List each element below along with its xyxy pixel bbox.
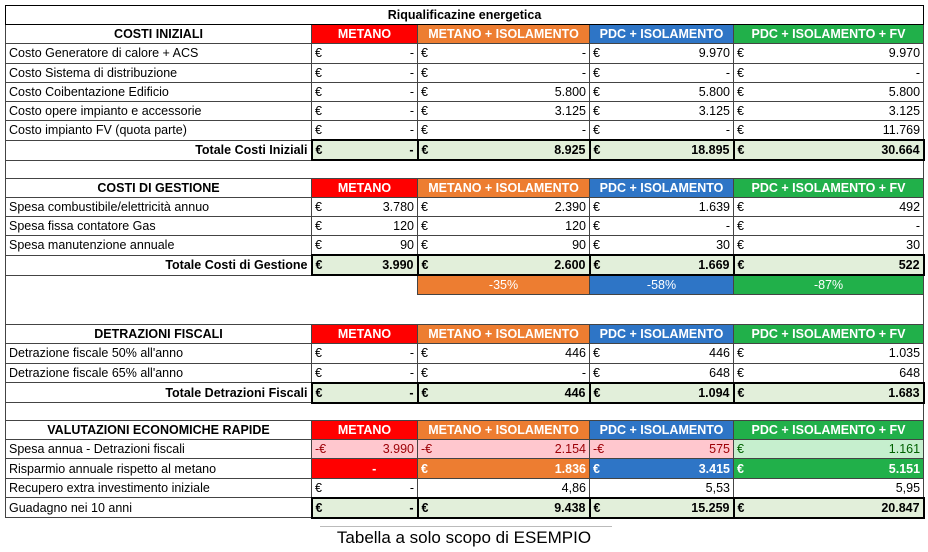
cell-value: -: [332, 63, 418, 82]
row-label: Costo impianto FV (quota parte): [6, 121, 312, 141]
currency-symbol: €: [312, 383, 332, 403]
currency-symbol: €: [590, 82, 610, 101]
currency-symbol: €: [590, 498, 610, 518]
currency-symbol: [312, 459, 332, 478]
cell-value: 5.800: [754, 82, 924, 101]
currency-symbol: €: [590, 44, 610, 63]
total-value: 18.895: [610, 140, 734, 160]
scenario-header: METANO: [312, 325, 418, 344]
currency-symbol: €: [418, 383, 438, 403]
scenario-header: PDC + ISOLAMENTO: [590, 325, 734, 344]
scenario-header: METANO: [312, 25, 418, 44]
cell-value: 3.125: [610, 101, 734, 120]
spacer-row: [6, 403, 924, 421]
currency-symbol: €: [312, 255, 332, 275]
cell-value: 120: [438, 217, 590, 236]
currency-symbol: €: [734, 82, 754, 101]
table-title: Riqualificazine energetica: [6, 6, 924, 25]
costi-iniziali-row: [6, 121, 924, 141]
spacer-row: [6, 295, 924, 325]
currency-symbol: €: [418, 121, 438, 141]
currency-symbol: €: [734, 217, 754, 236]
cell-value: -: [332, 82, 418, 101]
currency-symbol: €: [312, 140, 332, 160]
total-label: Totale Costi Iniziali: [6, 140, 312, 160]
costi-iniziali-row: [6, 82, 924, 101]
currency-symbol: -€: [418, 440, 438, 459]
costi-iniziali-section-title: COSTI INIZIALI: [6, 25, 312, 44]
total-value: 8.925: [438, 140, 590, 160]
currency-symbol: €: [590, 217, 610, 236]
cell-value: -: [610, 121, 734, 141]
currency-symbol: €: [590, 121, 610, 141]
total-value: 3.990: [332, 255, 418, 275]
cell-value: 3.780: [332, 197, 418, 216]
cell-value: 9.970: [610, 44, 734, 63]
cell-value: 2.390: [438, 197, 590, 216]
costi-iniziali-row: [6, 63, 924, 82]
currency-symbol: €: [312, 478, 332, 498]
cell-value: 3.125: [438, 101, 590, 120]
scenario-header: PDC + ISOLAMENTO: [590, 178, 734, 197]
cell-value: 5,53: [610, 478, 734, 498]
currency-symbol: €: [734, 121, 754, 141]
valutazioni-risparmio-row: [6, 459, 924, 478]
costi-gestione-row: [6, 197, 924, 216]
costi-iniziali-total-row: [6, 140, 924, 160]
currency-symbol: €: [418, 197, 438, 216]
cell-value: 5.151: [754, 459, 924, 478]
cell-value: -: [332, 459, 418, 478]
currency-symbol: €: [590, 363, 610, 383]
row-label: Detrazione fiscale 65% all'anno: [6, 363, 312, 383]
valutazioni-section-title: VALUTAZIONI ECONOMICHE RAPIDE: [6, 421, 312, 440]
currency-symbol: [734, 478, 754, 498]
cell-value: -: [332, 44, 418, 63]
currency-symbol: €: [312, 82, 332, 101]
spreadsheet: [5, 5, 923, 519]
row-label: Detrazione fiscale 50% all'anno: [6, 344, 312, 363]
currency-symbol: €: [590, 101, 610, 120]
total-value: 15.259: [610, 498, 734, 518]
cell-value: 5.800: [438, 82, 590, 101]
cell-value: 1.639: [610, 197, 734, 216]
cell-value: -: [332, 478, 418, 498]
cell-value: 3.990: [332, 440, 418, 459]
cell-value: -: [610, 63, 734, 82]
costi-gestione-row: [6, 236, 924, 256]
currency-symbol: €: [312, 197, 332, 216]
cell-value: -: [754, 63, 924, 82]
row-label: Risparmio annuale rispetto al metano: [6, 459, 312, 478]
total-value: 9.438: [438, 498, 590, 518]
detrazioni-row: [6, 363, 924, 383]
currency-symbol: €: [418, 217, 438, 236]
cell-value: -: [438, 363, 590, 383]
caption-divider: [320, 526, 612, 527]
currency-symbol: €: [312, 101, 332, 120]
valutazioni-spesa-row: [6, 440, 924, 459]
cell-value: 3.125: [754, 101, 924, 120]
currency-symbol: €: [418, 498, 438, 518]
currency-symbol: €: [590, 459, 610, 478]
currency-symbol: €: [590, 255, 610, 275]
cell-value: 4,86: [438, 478, 590, 498]
cell-value: -: [332, 101, 418, 120]
currency-symbol: €: [734, 101, 754, 120]
costi-iniziali-row: [6, 44, 924, 63]
row-label: Guadagno nei 10 anni: [6, 498, 312, 518]
currency-symbol: €: [734, 383, 754, 403]
valutazioni-recupero-row: [6, 478, 924, 498]
cell-value: -: [332, 344, 418, 363]
total-value: 2.600: [438, 255, 590, 275]
savings-percent: -58%: [590, 275, 734, 295]
currency-symbol: €: [312, 44, 332, 63]
currency-symbol: €: [590, 236, 610, 256]
cell-value: 492: [754, 197, 924, 216]
cell-value: 1.836: [438, 459, 590, 478]
scenario-header: METANO + ISOLAMENTO: [418, 325, 590, 344]
costi-iniziali-row: [6, 101, 924, 120]
currency-symbol: €: [734, 459, 754, 478]
cell-value: 30: [610, 236, 734, 256]
cell-value: 446: [438, 344, 590, 363]
scenario-header: PDC + ISOLAMENTO: [590, 421, 734, 440]
currency-symbol: €: [590, 197, 610, 216]
scenario-header: PDC + ISOLAMENTO: [590, 25, 734, 44]
costi-gestione-section-title: COSTI DI GESTIONE: [6, 178, 312, 197]
currency-symbol: €: [312, 498, 332, 518]
scenario-header: PDC + ISOLAMENTO + FV: [734, 25, 924, 44]
row-label: Spesa combustibile/elettricità annuo: [6, 197, 312, 216]
detrazioni-row: [6, 344, 924, 363]
currency-symbol: -€: [312, 440, 332, 459]
detrazioni-section-title: DETRAZIONI FISCALI: [6, 325, 312, 344]
cell-value: 575: [610, 440, 734, 459]
cell-value: 9.970: [754, 44, 924, 63]
cell-value: -: [438, 44, 590, 63]
scenario-header: PDC + ISOLAMENTO + FV: [734, 325, 924, 344]
row-label: Costo opere impianto e accessorie: [6, 101, 312, 120]
row-label: Spesa manutenzione annuale: [6, 236, 312, 256]
currency-symbol: €: [418, 363, 438, 383]
costi-gestione-row: [6, 217, 924, 236]
cell-value: 30: [754, 236, 924, 256]
currency-symbol: €: [734, 236, 754, 256]
currency-symbol: €: [734, 255, 754, 275]
total-value: 1.683: [754, 383, 924, 403]
spacer: [6, 403, 924, 421]
scenario-header: METANO: [312, 178, 418, 197]
detrazioni-header-row: [6, 325, 924, 344]
cell-value: 11.769: [754, 121, 924, 141]
cell-value: 1.035: [754, 344, 924, 363]
cell-value: -: [332, 363, 418, 383]
currency-symbol: €: [312, 217, 332, 236]
cell-value: 648: [610, 363, 734, 383]
currency-symbol: €: [418, 459, 438, 478]
total-label: Totale Costi di Gestione: [6, 255, 312, 275]
table-caption: Tabella a solo scopo di ESEMPIO: [336, 528, 592, 547]
currency-symbol: €: [734, 498, 754, 518]
currency-symbol: €: [418, 344, 438, 363]
cell-value: 5,95: [754, 478, 924, 498]
row-label: Spesa fissa contatore Gas: [6, 217, 312, 236]
cell-value: 2.154: [438, 440, 590, 459]
valutazioni-header-row: [6, 421, 924, 440]
currency-symbol: €: [418, 82, 438, 101]
valutazioni-guadagno-row: [6, 498, 924, 518]
cell-value: -: [754, 217, 924, 236]
cell-value: -: [332, 121, 418, 141]
total-label: Totale Detrazioni Fiscali: [6, 383, 312, 403]
currency-symbol: €: [312, 63, 332, 82]
currency-symbol: €: [590, 344, 610, 363]
currency-symbol: [590, 478, 610, 498]
currency-symbol: €: [418, 236, 438, 256]
scenario-header: PDC + ISOLAMENTO + FV: [734, 178, 924, 197]
currency-symbol: €: [590, 140, 610, 160]
cell-value: 5.800: [610, 82, 734, 101]
cell-value: 90: [332, 236, 418, 256]
total-value: -: [332, 383, 418, 403]
percent-row: [6, 275, 924, 295]
row-label: Costo Generatore di calore + ACS: [6, 44, 312, 63]
cell-value: -: [438, 63, 590, 82]
currency-symbol: €: [312, 236, 332, 256]
cell-value: -: [610, 217, 734, 236]
cell-value: 1.161: [754, 440, 924, 459]
scenario-header: PDC + ISOLAMENTO + FV: [734, 421, 924, 440]
scenario-header: METANO + ISOLAMENTO: [418, 421, 590, 440]
row-label: Recupero extra investimento iniziale: [6, 478, 312, 498]
costi-iniziali-header-row: [6, 25, 924, 44]
currency-symbol: -€: [590, 440, 610, 459]
cell-value: -: [438, 121, 590, 141]
percent-spacer: [6, 275, 418, 295]
title-row: [6, 6, 924, 25]
total-value: 20.847: [754, 498, 924, 518]
spacer: [6, 295, 924, 325]
costi-gestione-total-row: [6, 255, 924, 275]
currency-symbol: €: [418, 44, 438, 63]
spacer: [6, 160, 924, 178]
energy-comparison-table: [5, 5, 925, 519]
currency-symbol: €: [734, 44, 754, 63]
cell-value: 446: [610, 344, 734, 363]
savings-percent: -87%: [734, 275, 924, 295]
cell-value: 90: [438, 236, 590, 256]
currency-symbol: €: [418, 101, 438, 120]
scenario-header: METANO + ISOLAMENTO: [418, 178, 590, 197]
currency-symbol: €: [312, 344, 332, 363]
currency-symbol: €: [734, 197, 754, 216]
total-value: -: [332, 140, 418, 160]
cell-value: 120: [332, 217, 418, 236]
cell-value: 648: [754, 363, 924, 383]
total-value: -: [332, 498, 418, 518]
currency-symbol: €: [734, 140, 754, 160]
currency-symbol: €: [734, 440, 754, 459]
detrazioni-total-row: [6, 383, 924, 403]
currency-symbol: €: [418, 63, 438, 82]
currency-symbol: €: [734, 63, 754, 82]
currency-symbol: €: [734, 363, 754, 383]
currency-symbol: €: [312, 363, 332, 383]
total-value: 446: [438, 383, 590, 403]
row-label: Costo Sistema di distribuzione: [6, 63, 312, 82]
currency-symbol: €: [734, 344, 754, 363]
cell-value: 3.415: [610, 459, 734, 478]
total-value: 30.664: [754, 140, 924, 160]
currency-symbol: €: [418, 255, 438, 275]
scenario-header: METANO + ISOLAMENTO: [418, 25, 590, 44]
total-value: 522: [754, 255, 924, 275]
savings-percent: -35%: [418, 275, 590, 295]
total-value: 1.094: [610, 383, 734, 403]
currency-symbol: €: [590, 383, 610, 403]
scenario-header: METANO: [312, 421, 418, 440]
row-label: Spesa annua - Detrazioni fiscali: [6, 440, 312, 459]
currency-symbol: €: [312, 121, 332, 141]
total-value: 1.669: [610, 255, 734, 275]
currency-symbol: [418, 478, 438, 498]
row-label: Costo Coibentazione Edificio: [6, 82, 312, 101]
spacer-row: [6, 160, 924, 178]
costi-gestione-header-row: [6, 178, 924, 197]
currency-symbol: €: [418, 140, 438, 160]
currency-symbol: €: [590, 63, 610, 82]
